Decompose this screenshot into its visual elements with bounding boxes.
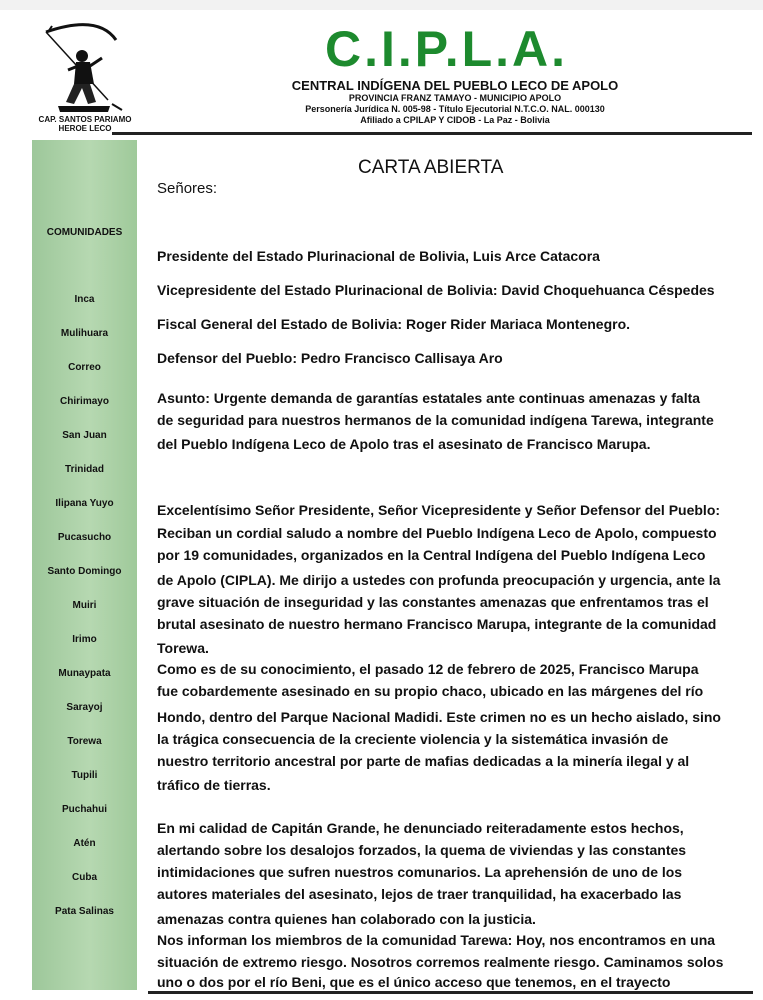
- hero-caption-line1: CAP. SANTOS PARIAMO: [38, 115, 132, 124]
- body-line: amenazas contra quienes han colaborado con la justicia.: [157, 911, 536, 927]
- sidebar-item-pata-salinas: Pata Salinas: [55, 906, 114, 917]
- body-line: Excelentísimo Señor Presidente, Señor Vicepresidente y Señor Defensor del Pueblo:: [157, 502, 721, 518]
- body-line: En mi calidad de Capitán Grande, he denunciado reiteradamente estos hechos,: [157, 820, 684, 836]
- sidebar-item-irimo: Irimo: [72, 634, 97, 645]
- body-line: Como es de su conocimiento, el pasado 12 de febrero de 2025, Francisco Marupa: [157, 661, 699, 677]
- sidebar-item-correo: Correo: [68, 362, 101, 373]
- sidebar-item-inca: Inca: [74, 294, 95, 305]
- recipient-ombudsman: Defensor del Pueblo: Pedro Francisco Callisaya Aro: [157, 350, 503, 366]
- body-line: fue cobardemente asesinado en su propio chaco, ubicado en las márgenes del río: [157, 683, 704, 699]
- body-line: alertando sobre los desalojos forzados, la quema de viviendas y las constantes: [157, 842, 687, 858]
- body-line: autores materiales del asesinato, lejos de traer tranquilidad, ha exacerbado las: [157, 886, 682, 902]
- body-line: intimidaciones que sufren nuestros comunarios. La aprehensión de uno de los: [157, 864, 683, 880]
- sidebar-item-santo-domingo: Santo Domingo: [47, 566, 122, 577]
- sidebar-item-chirimayo: Chirimayo: [60, 396, 109, 407]
- sidebar-item-tupili: Tupili: [71, 770, 98, 781]
- greeting: Señores:: [157, 180, 218, 197]
- sidebar-item-munaypata: Munaypata: [58, 668, 111, 679]
- org-name: CENTRAL INDÍGENA DEL PUEBLO LECO DE APOLO: [291, 78, 619, 93]
- communities-sidebar: [32, 140, 137, 990]
- hero-caption: [22, 115, 148, 133]
- sidebar-item-sarayoj: Sarayoj: [66, 702, 103, 713]
- subject-line-3: del Pueblo Indígena Leco de Apolo tras el asesinato de Francisco Marupa.: [157, 436, 651, 452]
- subject-line-2: de seguridad para nuestros hermanos de la comunidad indígena Tarewa, integrante: [157, 412, 714, 428]
- top-edge: [0, 0, 763, 10]
- sidebar-title: COMUNIDADES: [46, 227, 123, 238]
- body-line: nuestro territorio ancestral por parte de mafias dedicadas a la minería ilegal y al: [157, 753, 690, 769]
- body-line: Hondo, dentro del Parque Nacional Madidi. Este crimen no es un hecho aislado, sino: [157, 709, 721, 725]
- footer-divider: [148, 991, 753, 994]
- sidebar-item-aten: Atén: [73, 838, 96, 849]
- body-line: Nos informan los miembros de la comunidad Tarewa: Hoy, nos encontramos en una: [157, 932, 716, 948]
- body-line: la trágica consecuencia de la creciente violencia y la sistemática invasión de: [157, 731, 669, 747]
- archer-logo-icon: [38, 22, 130, 118]
- recipient-fiscal: Fiscal General del Estado de Bolivia: Roger Rider Mariaca Montenegro.: [157, 316, 631, 332]
- body-line: brutal asesinato de nuestro hermano Francisco Marupa, integrante de la comunidad: [157, 616, 717, 632]
- body-line: Torewa.: [157, 640, 209, 656]
- body-line: tráfico de tierras.: [157, 777, 271, 793]
- province-line: PROVINCIA FRANZ TAMAYO - MUNICIPIO APOLO: [348, 93, 562, 103]
- recipient-vicepresident: Vicepresidente del Estado Plurinacional de Bolivia: David Choquehuanca Céspedes: [157, 282, 715, 298]
- sidebar-item-muiri: Muiri: [72, 600, 97, 611]
- sidebar-item-trinidad: Trinidad: [65, 464, 104, 475]
- recipient-president: Presidente del Estado Plurinacional de Bolivia, Luis Arce Catacora: [157, 248, 600, 264]
- sidebar-item-torewa: Torewa: [67, 736, 102, 747]
- sidebar-item-mulihuara: Mulihuara: [60, 328, 109, 339]
- body-line: por 19 comunidades, organizados en la Central Indígena del Pueblo Indígena Leco: [157, 547, 706, 563]
- affiliation-line: Afiliado a CPILAP Y CIDOB - La Paz - Bolivia: [360, 115, 550, 125]
- sidebar-item-san-juan: San Juan: [62, 430, 107, 441]
- legal-line: Personería Jurídica N. 005-98 - Título Ejecutorial N.T.C.O. NAL. 000130: [305, 104, 605, 114]
- body-line: uno o dos por el río Beni, que es el único acceso que tenemos, en el trayecto: [157, 974, 671, 990]
- body-line: situación de extremo riesgo. Nosotros corremos realmente riesgo. Caminamos solos: [157, 954, 724, 970]
- header-divider: [112, 132, 752, 135]
- body-line: Reciban un cordial saludo a nombre del Pueblo Indígena Leco de Apolo, compuesto: [157, 525, 717, 541]
- sidebar-item-puchahui: Puchahui: [61, 804, 107, 815]
- subject-line-1: Asunto: Urgente demanda de garantías estatales ante continuas amenazas y falta: [157, 390, 701, 406]
- letter-title: CARTA ABIERTA: [358, 157, 504, 178]
- sidebar-item-cuba: Cuba: [72, 872, 97, 883]
- brand-title: C.I.P.L.A.: [325, 21, 569, 77]
- body-line: de Apolo (CIPLA). Me dirijo a ustedes con profunda preocupación y urgencia, ante la: [157, 572, 721, 588]
- sidebar-item-pucasucho: Pucasucho: [57, 532, 112, 543]
- hero-caption-line2: HEROE LECO: [58, 124, 112, 133]
- sidebar-item-ilipana-yuyo: Ilipana Yuyo: [55, 498, 114, 509]
- body-line: grave situación de inseguridad y las constantes amenazas que enfrentamos tras el: [157, 594, 709, 610]
